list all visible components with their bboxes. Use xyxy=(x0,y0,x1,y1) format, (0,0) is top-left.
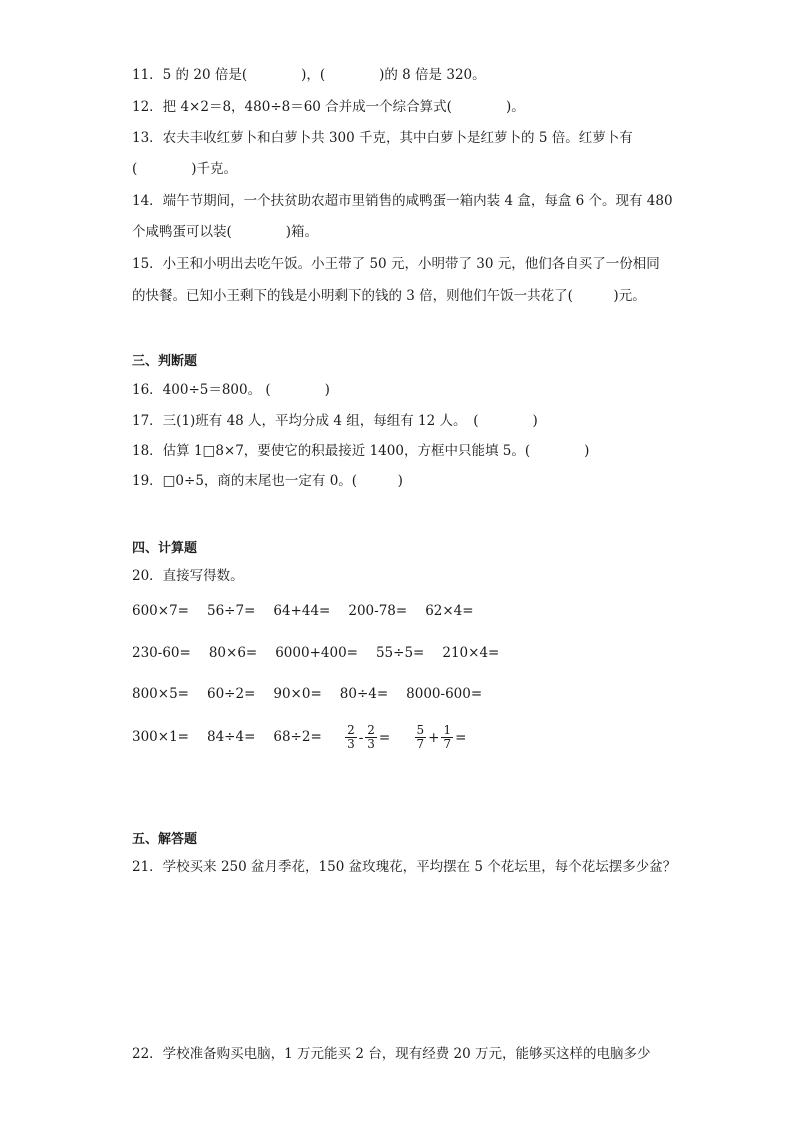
calc-item: 62×4= xyxy=(425,603,474,619)
fraction: $\frac{2}{3}$ xyxy=(347,723,355,751)
question-13-line2: ( )千克。 xyxy=(132,161,238,177)
calc-item: 90×0= xyxy=(273,686,322,702)
calc-item: 200-78= xyxy=(348,603,408,619)
calc-row-1 xyxy=(132,602,492,620)
calc-item: 64+44= xyxy=(273,603,331,619)
question-15-line2: 的快餐。已知小王剩下的钱是小明剩下的钱的 3 倍，则他们午饭一共花了( )元。 xyxy=(132,288,646,304)
section-heading-calc: 四、计算题 xyxy=(132,541,198,556)
calc-item: 8000-600= xyxy=(406,686,483,702)
fraction: $\frac{2}{3}$ xyxy=(367,723,375,751)
calc-row-3 xyxy=(132,685,500,703)
calc-item: 80÷4= xyxy=(339,686,389,702)
question-19: 19．□0÷5，商的末尾也一定有 0。( ) xyxy=(132,473,403,489)
question-14-line1: 14．端午节期间，一个扶贫助农超市里销售的咸鸭蛋一箱内装 4 盒，每盒 6 个。现有 480 xyxy=(132,193,673,209)
question-15-line1: 15．小王和小明出去吃午饭。小王带了 50 元，小明带了 30 元，他们各自买了一份相同 xyxy=(132,256,660,272)
calc-item: 6000+400= xyxy=(275,645,358,661)
question-14-line2: 个咸鸭蛋可以装( )箱。 xyxy=(132,224,319,240)
calc-row-2 xyxy=(132,644,517,662)
fraction-expression-1: $\frac{2}{3}$ - $\frac{2}{3}$ = xyxy=(347,723,391,751)
question-20: 20．直接写得数。 xyxy=(132,568,244,584)
question-17: 17．三(1)班有 48 人，平均分成 4 组，每组有 12 人。 ( ) xyxy=(132,413,538,429)
calc-item: 210×4= xyxy=(442,645,500,661)
calc-item: 300×1= xyxy=(132,729,189,745)
calc-item: 56÷7= xyxy=(206,603,256,619)
question-16: 16．400÷5＝800。 ( ) xyxy=(132,382,330,398)
calc-item: 80×6= xyxy=(208,645,258,661)
fraction-expression-2: $\frac{5}{7}$ + $\frac{1}{7}$ = xyxy=(416,723,467,751)
question-13-line1: 13．农夫丰收红萝卜和白萝卜共 300 千克，其中白萝卜是红萝卜的 5 倍。红萝卜有 xyxy=(132,130,633,146)
question-22: 22．学校准备购买电脑，1 万元能买 2 台，现有经费 20 万元，能够买这样的电脑多少 xyxy=(132,1046,651,1062)
calc-item: 800×5= xyxy=(132,686,189,702)
section-heading-solve: 五、解答题 xyxy=(132,832,198,847)
calc-item: 600×7= xyxy=(132,603,189,619)
calc-item: 84÷4= xyxy=(206,729,256,745)
question-12: 12．把 4×2＝8，480÷8＝60 合并成一个综合算式( )。 xyxy=(132,99,525,115)
question-11: 11．5 的 20 倍是( )，( )的 8 倍是 320。 xyxy=(132,67,486,83)
fraction: $\frac{1}{7}$ xyxy=(443,723,452,751)
calc-item: 55÷5= xyxy=(375,645,425,661)
question-21: 21．学校买来 250 盆月季花，150 盆玫瑰花，平均摆在 5 个花坛里，每个花坛摆多少盆？ xyxy=(132,859,677,875)
section-heading-judge: 三、判断题 xyxy=(132,354,198,369)
calc-row-4 xyxy=(132,720,485,755)
calc-item: 230-60= xyxy=(132,645,191,661)
fraction: $\frac{5}{7}$ xyxy=(416,723,425,751)
calc-item: 68÷2= xyxy=(273,729,322,745)
calc-item: 60÷2= xyxy=(206,686,256,702)
question-18: 18．估算 1□8×7，要使它的积最接近 1400，方框中只能填 5。( ) xyxy=(132,443,590,459)
